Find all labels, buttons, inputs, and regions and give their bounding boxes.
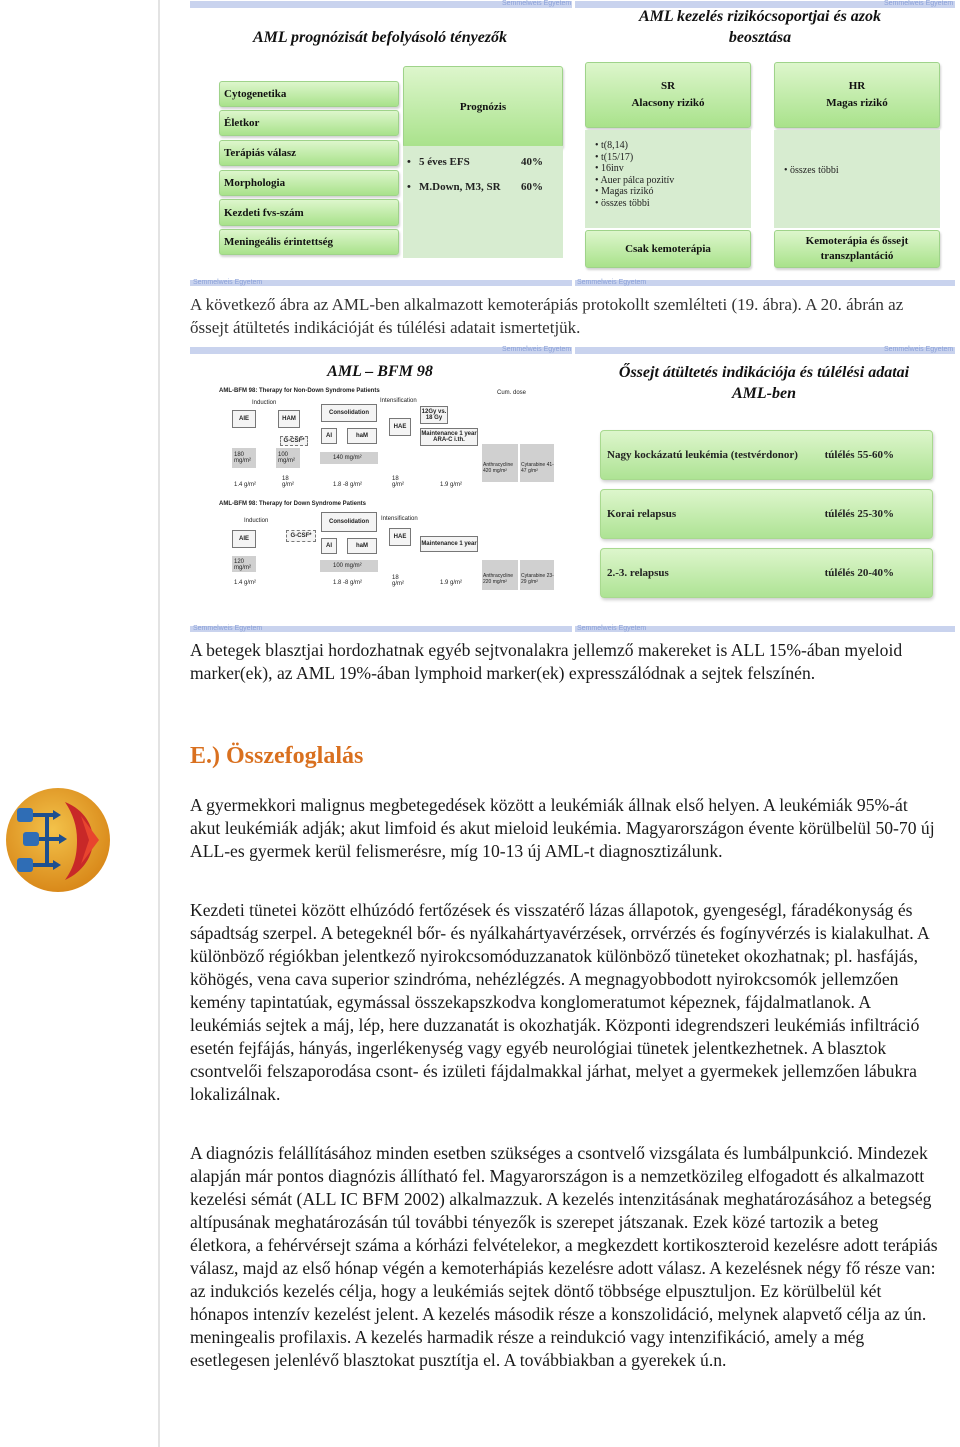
dose-value: 18 g/m² bbox=[392, 575, 404, 587]
hr-criteria-panel bbox=[774, 130, 940, 228]
dose-value: 1.8 -8 g/m² bbox=[333, 482, 363, 488]
slide-title: AML – BFM 98 bbox=[327, 363, 433, 380]
sr-criterion: • t(8,14) bbox=[603, 140, 751, 152]
phase-label: Induction bbox=[252, 400, 277, 406]
sr-criteria-panel bbox=[585, 130, 751, 228]
watermark: Semmelweis Egyetem bbox=[884, 346, 954, 353]
figure-caption: A következő ábra az AML-ben alkalmazott kemoterápiás protokollt szemlélteti (19. ábra). A 20. ábrán az őssejt átültetés indikációját és túlélési adatait ismertetjük. bbox=[190, 295, 904, 337]
protocol-label: AML-BFM 98: Therapy for Non-Down Syndrome Patients bbox=[219, 388, 380, 394]
block-consolidation: Consolidation bbox=[321, 512, 377, 532]
watermark: Semmelweis Egyetem bbox=[884, 0, 954, 7]
summary-logo bbox=[3, 786, 113, 896]
block-maintenance: Maintenance 1 year ARA-C i.th. bbox=[420, 428, 478, 446]
cum-dose-label: Cum. dose bbox=[497, 390, 527, 396]
cum-dose: Cytarabine 41-47 g/m² bbox=[521, 462, 554, 474]
protocol-label: AML-BFM 98: Therapy for Down Syndrome Patients bbox=[219, 501, 367, 507]
prognosis-panel bbox=[403, 146, 563, 258]
block-consolidation: Consolidation bbox=[321, 404, 377, 422]
watermark: Semmelweis Egyetem bbox=[193, 279, 263, 286]
paragraph: A diagnózis felállításához minden esetben szükséges a csontvelő vizsgálata és lumbálpunkció. Mindezek alapján már pontos diagnózis állítható fel. Magyarországon is a nemzetközileg elfogadott és alkalmazott kezelési sémát (ALL IC BFM 2002) alkalmazzuk. A kezelés intenzitásának meghatározásához a betegség altípusának meghatározásán túl további tényezők is szerepet játszanak. Ezek közé tartozik a beteg életkora, a fehérvérsejt száma a kórházi felvételekor, a megkezdett kortikoszteroid kezelésre adott terápiás válasz, majd az első hónap végén a kemoterhápiás kezelésre adott válasz. A kezelésnek négy fő része van: az indukciós kezelés célja, hogy a leukémiás sejtek döntő többsége elpusztuljon. Ez körülbelül két hónapos intenzív kezelést jelent. A kezelés második része a konszolidáció, melynek alapvető célja az ún. meningealis profilaxis. A kezelés harmadik része a reindukció vagy intenzifikáció, amely a még esetlegesen jelenlévő blasztokat pusztítja el. A továbbiakban a gyerekek ú.n. bbox=[190, 1143, 938, 1370]
block-hae: HAE bbox=[389, 528, 411, 546]
dose-value: 1.9 g/m² bbox=[440, 580, 463, 586]
survival-row: Nagy kockázatú leukémia (testvérdonor) túlélés 55-60% bbox=[600, 430, 933, 480]
dose-value: 100 mg/m² bbox=[278, 452, 295, 464]
watermark: Semmelweis Egyetem bbox=[577, 625, 647, 632]
factor-box: Cytogenetika bbox=[219, 81, 399, 107]
factor-box: Terápiás válasz bbox=[219, 140, 399, 166]
block-gcsf: G-CSF* bbox=[280, 436, 308, 446]
hr-criterion: • összes többi bbox=[792, 165, 940, 177]
dose-value: 140 mg/m² bbox=[333, 455, 362, 461]
dose-value: 1.4 g/m² bbox=[234, 482, 257, 488]
hr-header: HR Magas rizikó bbox=[774, 62, 940, 128]
prognosis-header: Prognózis bbox=[403, 66, 563, 148]
sr-criterion: • 16inv bbox=[603, 163, 751, 175]
slide-title: AML kezelés rizikócsoportjai és azok beosztása bbox=[638, 8, 882, 46]
sr-criterion: • Auer pálca pozitív bbox=[603, 175, 751, 187]
block-aie: AIE bbox=[232, 530, 256, 548]
factor-box: Életkor bbox=[219, 110, 399, 136]
dose-value: 180 mg/m² bbox=[234, 452, 251, 464]
paragraph: A betegek blasztjai hordozhatnak egyéb sejtvonalakra jellemző makereket is ALL 15%-ában myeloid marker(ek), az AML 19%-ában lymphoid marker(ek) expresszálódnak a sejtek felszínén. bbox=[190, 640, 903, 683]
paragraph: A gyermekkori malignus megbetegedések között a leukémiák állnak első helyen. A leukémiák 95%-át akut leukémiák adják; akut limfoid és akut mieloid leukémia. Magyarországon évente körülbelül 50-70 új ALL-es gyermek kerül felismerésre, míg 10-13 új AML-t diagnosztizálunk. bbox=[190, 795, 935, 861]
sr-criterion: • Magas rizikó bbox=[603, 186, 751, 198]
sr-criterion: • t(15/17) bbox=[603, 152, 751, 164]
slide-title: AML prognózisát befolyásoló tényezők bbox=[252, 29, 508, 46]
block-gcsf: G-CSF* bbox=[286, 530, 316, 542]
cum-dose: Anthracycline 420 mg/m² bbox=[483, 462, 514, 474]
block-ham-low: haM bbox=[347, 538, 377, 554]
sr-criterion: • összes többi bbox=[603, 198, 751, 210]
dose-value: 100 mg/m² bbox=[333, 563, 362, 569]
watermark: Semmelweis Egyetem bbox=[193, 625, 263, 632]
cum-dose: Anthracycline 220 mg/m² bbox=[483, 573, 514, 585]
block-ham-low: haM bbox=[347, 428, 377, 444]
dose-value: 18 g/m² bbox=[282, 476, 294, 488]
survival-row: Korai relapsus túlélés 25-30% bbox=[600, 489, 933, 539]
prognosis-row: • 5 éves EFS 40% bbox=[407, 156, 543, 168]
factor-box: Morphologia bbox=[219, 170, 399, 196]
dose-value: 120 mg/m² bbox=[234, 559, 251, 571]
dose-value: 1.4 g/m² bbox=[234, 580, 257, 586]
prognosis-row: • M.Down, M3, SR 60% bbox=[407, 181, 543, 193]
phase-label: Intensification bbox=[380, 398, 417, 404]
block-ai: AI bbox=[321, 428, 337, 444]
logo-icon bbox=[3, 786, 113, 896]
block-ham: HAM bbox=[278, 410, 300, 428]
watermark: Semmelweis Egyetem bbox=[502, 0, 572, 7]
paragraph: Kezdeti tünetei között elhúzódó fertőzések és visszatérő lázas állapotok, gyengeségl, fáradékonyság és sápadtság szerpel. A betegeknél bőr- és nyálkahártyavérzések, orrvérzés és fogínyvérzés is kialakulhat. A különböző régiókban jelentkező nyirokcsomóduzzanatok különböző tüneteket okozhatnak; pl. hasfájás, köhögés, vena cava superior szindróma, nehézlégzés. A megnagyobbodott nyirokcsomók jellemzően kemény tapintatúak, egymással összekapszkodva konglomeratumot képeznek, fájdalmatlanok. A leukémiás sejtek a máj, lép, here duzzanatát is okozhatják. Központi idegrendszeri leukémiás infiltráció esetén fejfájás, hányás, ingerlékenység vagy egyéb neurológiai tünetek jelentkezhetnek. A blasztok csontvelői felszaporodása csont- és izületi fájdalmakkal járhat, melyet a gyermekek jellemzően lábukra lokalizálnak. bbox=[190, 900, 929, 1104]
sr-treatment: Csak kemoterápia bbox=[585, 230, 751, 268]
block-aie: AIE bbox=[232, 410, 256, 428]
block-hae: HAE bbox=[389, 418, 411, 436]
block-ai: AI bbox=[321, 538, 337, 554]
dose-value: 1.9 g/m² bbox=[440, 482, 463, 488]
slide-title: Őssejt átültetés indikációja és túlélési adatai AML-ben bbox=[618, 364, 910, 402]
block-cranial: 12Gy vs. 18 Gy bbox=[420, 406, 448, 424]
phase-label: Induction bbox=[244, 518, 269, 524]
sr-header: SR Alacsony rizikó bbox=[585, 62, 751, 128]
block-maintenance: Maintenance 1 year bbox=[420, 536, 478, 552]
watermark: Semmelweis Egyetem bbox=[502, 346, 572, 353]
dose-value: 1.8 -8 g/m² bbox=[333, 580, 363, 586]
section-heading: E.) Összefoglalás bbox=[190, 743, 364, 769]
hr-treatment: Kemoterápia és őssejt transzplantáció bbox=[774, 230, 940, 268]
phase-label: Intensification bbox=[381, 516, 418, 522]
watermark: Semmelweis Egyetem bbox=[577, 279, 647, 286]
dose-value: 18 g/m² bbox=[392, 476, 404, 488]
survival-row: 2.-3. relapsus túlélés 20-40% bbox=[600, 548, 933, 598]
left-margin-rule bbox=[158, 0, 160, 1447]
factor-box: Meningeális érintettség bbox=[219, 229, 399, 255]
factor-box: Kezdeti fvs-szám bbox=[219, 199, 399, 226]
cum-dose: Cytarabine 23-29 g/m² bbox=[521, 573, 554, 585]
